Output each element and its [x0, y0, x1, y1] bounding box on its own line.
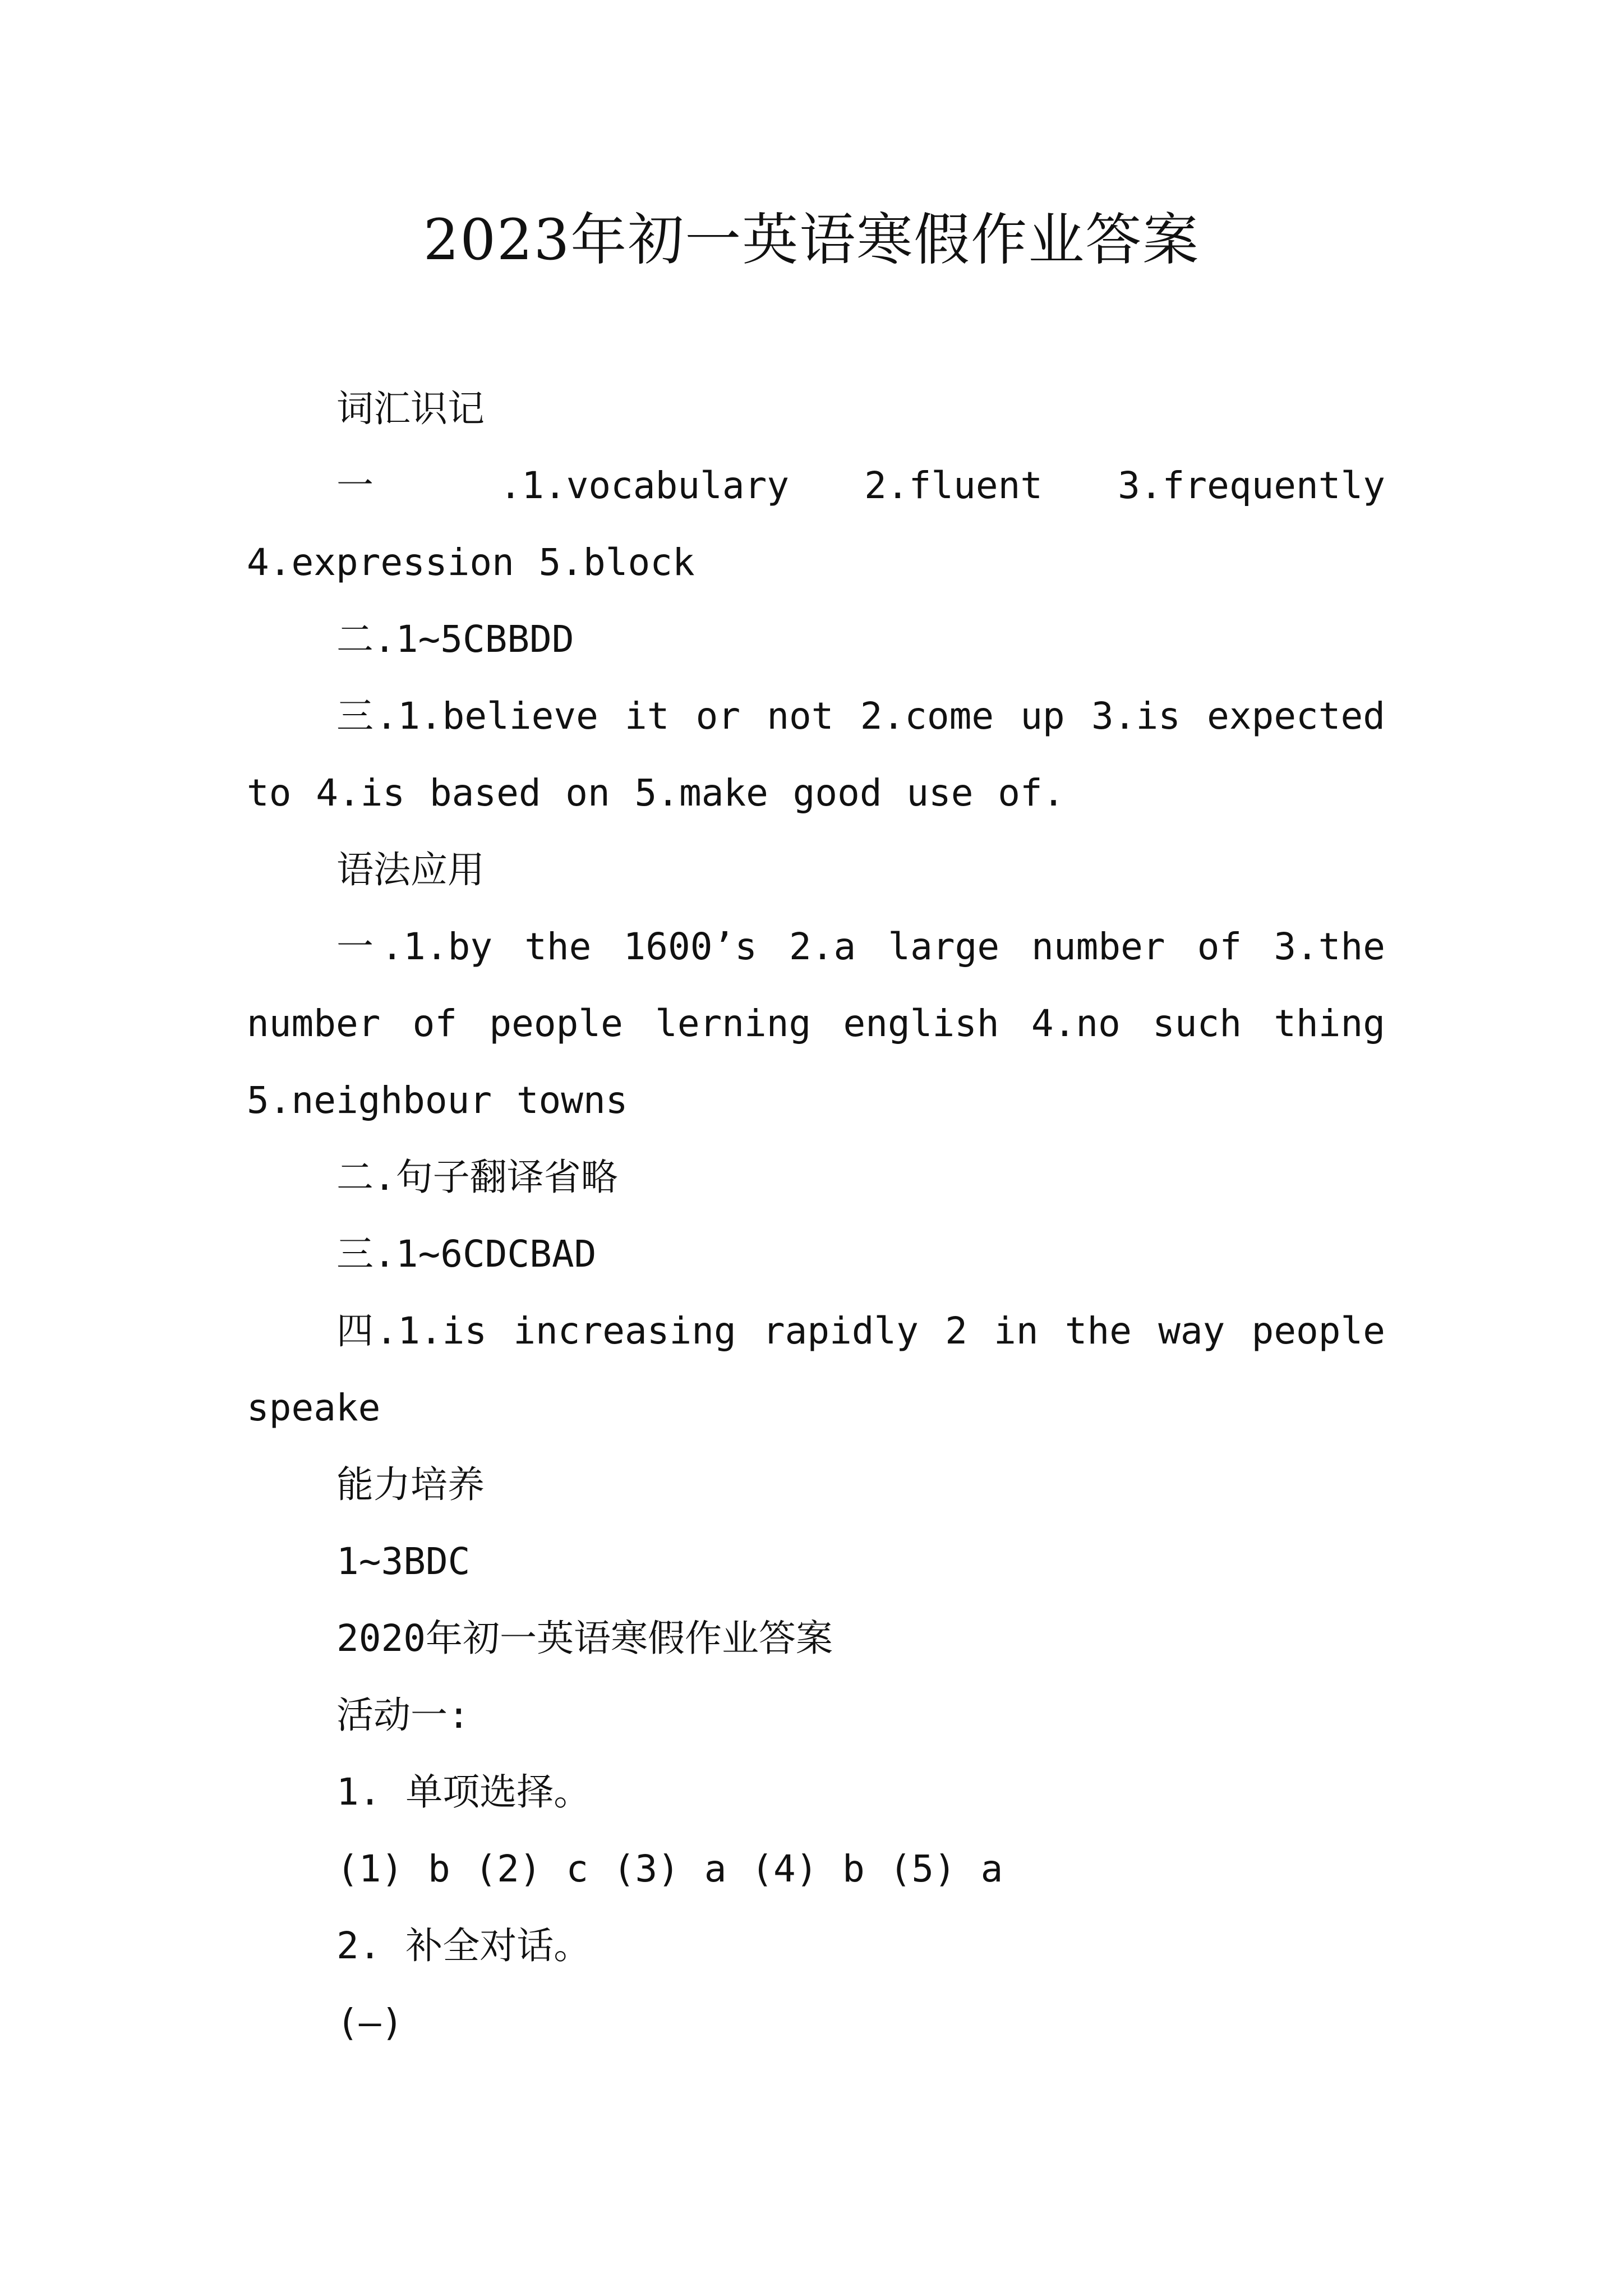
exercise-heading: 1. 单项选择。	[336, 1770, 591, 1814]
answer-paragraph: 1~3BDC	[336, 1540, 471, 1583]
document-title: 2023年初一英语寒假作业答案	[423, 207, 1200, 273]
answer-paragraph: 二.句子翻译省略	[336, 1156, 618, 1199]
answer-paragraph: 三.1~6CDCBAD	[336, 1232, 597, 1276]
answer-paragraph: (—)	[336, 2001, 404, 2044]
answer-paragraph: 三.1.believe it or not 2.come up 3.is expected to 4.is based on 5.make good use of.	[247, 694, 1385, 815]
section-heading-ability: 能力培养	[336, 1463, 485, 1506]
answer-paragraph: (1) b (2) c (3) a (4) b (5) a	[336, 1847, 1003, 1890]
section-heading-vocabulary: 词汇识记	[336, 387, 485, 430]
subtitle-2020: 2020年初一英语寒假作业答案	[336, 1617, 833, 1660]
answer-paragraph: 四.1.is increasing rapidly 2 in the way people speake	[247, 1309, 1385, 1429]
answer-paragraph: 二.1~5CBBDD	[336, 618, 574, 661]
answer-paragraph: 一 .1.vocabulary 2.fluent 3.frequently 4.expression 5.block	[247, 464, 1385, 584]
activity-heading: 活动一:	[336, 1694, 470, 1737]
answer-paragraph: 一.1.by the 1600’s 2.a large number of 3.the number of people lerning english 4.no such thing 5.neighbour towns	[247, 925, 1385, 1122]
exercise-heading: 2. 补全对话。	[336, 1924, 591, 1967]
document-body	[247, 370, 1385, 2061]
section-heading-grammar: 语法应用	[336, 848, 485, 891]
